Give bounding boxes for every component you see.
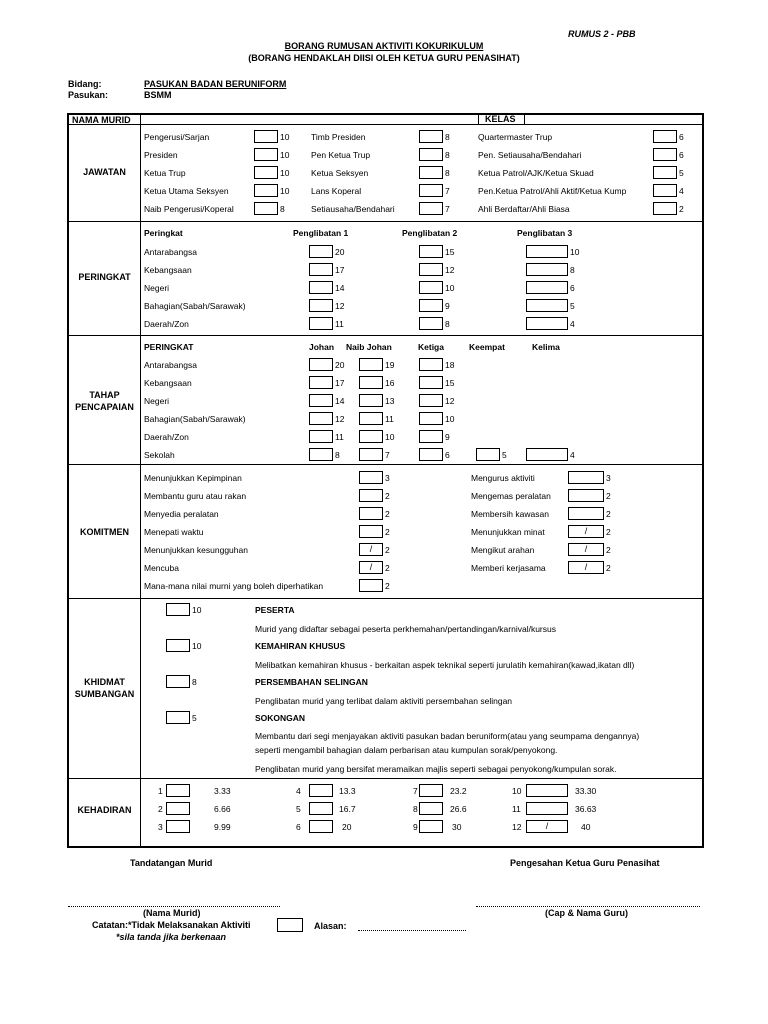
naib-johan-score: 19 <box>385 360 395 370</box>
khidmat-checkbox[interactable] <box>166 639 190 652</box>
jawatan-section-label: JAWATAN <box>83 167 126 177</box>
komitmen-checkbox[interactable] <box>359 507 383 520</box>
komitmen-item-label: Membantu guru atau rakan <box>144 491 247 501</box>
penglibatan-2-score: 15 <box>445 247 455 257</box>
jawatan-score: 10 <box>280 132 290 142</box>
peringkat-row-label: Kebangsaan <box>144 265 192 275</box>
komitmen-item-label: Mengikut arahan <box>471 545 535 555</box>
jawatan-label: Ketua Utama Seksyen <box>144 186 229 196</box>
penglibatan-3-checkbox[interactable] <box>526 317 568 330</box>
penglibatan-2-head: Penglibatan 2 <box>402 228 458 238</box>
keempat-checkbox[interactable] <box>476 448 500 461</box>
kehadiran-value: 6.66 <box>214 804 231 814</box>
naib-johan-head: Naib Johan <box>346 342 392 352</box>
nama-murid-caption: (Nama Murid) <box>143 908 201 918</box>
khidmat-desc: Penglibatan murid yang bersifat meramaikan majlis seperti sebagai penyokong/kumpulan sorak. <box>255 764 617 774</box>
johan-head: Johan <box>309 342 335 352</box>
keempat-score: 5 <box>502 450 507 460</box>
johan-checkbox[interactable] <box>309 394 333 407</box>
jawatan-label: Setiausaha/Bendahari <box>311 204 395 214</box>
jawatan-score: 10 <box>280 186 290 196</box>
kehadiran-num: 4 <box>296 786 301 796</box>
tahap-row-label: Antarabangsa <box>144 360 197 370</box>
kehadiran-value: 3.33 <box>214 786 231 796</box>
jawatan-checkbox[interactable] <box>653 166 677 179</box>
komitmen-score: 2 <box>385 581 390 591</box>
komitmen-checkbox[interactable]: / <box>359 543 383 556</box>
komitmen-checkbox[interactable] <box>359 489 383 502</box>
pencapaian-section-label: PENCAPAIAN <box>75 402 134 412</box>
penglibatan-3-score: 8 <box>570 265 575 275</box>
jawatan-checkbox[interactable] <box>254 166 278 179</box>
komitmen-item-label: Menepati waktu <box>144 527 204 537</box>
penglibatan-3-score: 4 <box>570 319 575 329</box>
penglibatan-1-checkbox[interactable] <box>309 245 333 258</box>
bidang-value: PASUKAN BADAN BERUNIFORM <box>144 79 287 89</box>
form-title: BORANG RUMUSAN AKTIVITI KOKURIKULUM <box>284 41 484 51</box>
kehadiran-checkbox[interactable] <box>419 784 443 797</box>
penglibatan-1-score: 12 <box>335 301 345 311</box>
penglibatan-1-score: 17 <box>335 265 345 275</box>
alasan-input[interactable] <box>358 930 466 931</box>
kehadiran-num: 12 <box>512 822 522 832</box>
penglibatan-1-score: 14 <box>335 283 345 293</box>
penglibatan-2-score: 9 <box>445 301 450 311</box>
jawatan-label: Presiden <box>144 150 178 160</box>
khidmat-score: 5 <box>192 713 197 723</box>
form-code: RUMUS 2 - PBB <box>568 29 636 39</box>
jawatan-label: Ketua Seksyen <box>311 168 369 178</box>
penglibatan-1-checkbox[interactable] <box>309 263 333 276</box>
penglibatan-1-head: Penglibatan 1 <box>293 228 349 238</box>
tahap-head: PERINGKAT <box>144 342 194 352</box>
komitmen-checkbox[interactable]: / <box>568 561 604 574</box>
penglibatan-1-checkbox[interactable] <box>309 299 333 312</box>
jawatan-checkbox[interactable] <box>254 148 278 161</box>
johan-score: 17 <box>335 378 345 388</box>
jawatan-score: 2 <box>679 204 684 214</box>
penglibatan-2-score: 12 <box>445 265 455 275</box>
ketiga-checkbox[interactable] <box>419 376 443 389</box>
johan-checkbox[interactable] <box>309 412 333 425</box>
khidmat-checkbox[interactable] <box>166 711 190 724</box>
tahap-row-label: Negeri <box>144 396 170 406</box>
komitmen-score: 2 <box>606 527 611 537</box>
penglibatan-1-checkbox[interactable] <box>309 317 333 330</box>
jawatan-checkbox[interactable] <box>419 166 443 179</box>
jawatan-score: 5 <box>679 168 684 178</box>
jawatan-label: Timb Presiden <box>311 132 366 142</box>
johan-score: 11 <box>335 432 344 442</box>
komitmen-checkbox[interactable] <box>568 471 604 484</box>
komitmen-checkbox[interactable]: / <box>568 525 604 538</box>
sumbangan-section-label: SUMBANGAN <box>74 689 135 699</box>
tahap-row-label: Kebangsaan <box>144 378 192 388</box>
khidmat-desc: Melibatkan kemahiran khusus - berkaitan aspek teknikal seperti jurulatih kemahiran(kawad,ikatan dll) <box>255 660 635 670</box>
jawatan-label: Pen Ketua Trup <box>311 150 371 160</box>
naib-johan-score: 13 <box>385 396 395 406</box>
khidmat-score: 10 <box>192 641 202 651</box>
jawatan-checkbox[interactable] <box>254 202 278 215</box>
penglibatan-3-score: 5 <box>570 301 575 311</box>
form-subtitle: (BORANG HENDAKLAH DIISI OLEH KETUA GURU PENASIHAT) <box>248 53 520 63</box>
penglibatan-2-checkbox[interactable] <box>419 299 443 312</box>
jawatan-checkbox[interactable] <box>653 148 677 161</box>
jawatan-checkbox[interactable] <box>653 130 677 143</box>
naib-johan-checkbox[interactable] <box>359 376 383 389</box>
ketiga-checkbox[interactable] <box>419 394 443 407</box>
johan-score: 14 <box>335 396 345 406</box>
kehadiran-value: 30 <box>452 822 462 832</box>
kehadiran-num: 6 <box>296 822 301 832</box>
kehadiran-value: 26.6 <box>450 804 467 814</box>
komitmen-score: 2 <box>385 527 390 537</box>
jawatan-checkbox[interactable] <box>653 184 677 197</box>
ketiga-checkbox[interactable] <box>419 412 443 425</box>
jawatan-score: 7 <box>445 204 450 214</box>
penglibatan-3-score: 6 <box>570 283 575 293</box>
naib-johan-score: 16 <box>385 378 395 388</box>
khidmat-checkbox[interactable] <box>166 675 190 688</box>
peringkat-head: Peringkat <box>144 228 183 238</box>
ketiga-head: Ketiga <box>418 342 444 352</box>
tahap-row-label: Sekolah <box>144 450 175 460</box>
kehadiran-num: 10 <box>512 786 522 796</box>
jawatan-score: 7 <box>445 186 450 196</box>
penglibatan-1-score: 11 <box>335 319 344 329</box>
penglibatan-3-checkbox[interactable] <box>526 263 568 276</box>
pengesahan-guru-label: Pengesahan Ketua Guru Penasihat <box>510 858 660 868</box>
ketiga-score: 9 <box>445 432 450 442</box>
kehadiran-checkbox[interactable] <box>309 802 333 815</box>
khidmat-desc: Penglibatan murid yang terlibat dalam aktiviti persembahan selingan <box>255 696 513 706</box>
penglibatan-3-checkbox[interactable] <box>526 281 568 294</box>
naib-johan-checkbox[interactable] <box>359 358 383 371</box>
signature-line-murid[interactable] <box>68 906 280 907</box>
kehadiran-value: 20 <box>342 822 352 832</box>
kehadiran-value: 13.3 <box>339 786 356 796</box>
kehadiran-checkbox[interactable] <box>526 802 568 815</box>
komitmen-checkbox[interactable] <box>568 489 604 502</box>
jawatan-checkbox[interactable] <box>419 202 443 215</box>
khidmat-score: 10 <box>192 605 202 615</box>
jawatan-label: Naib Pengerusi/Koperal <box>144 204 234 214</box>
komitmen-score: 2 <box>385 563 390 573</box>
kehadiran-checkbox[interactable] <box>526 784 568 797</box>
komitmen-item-label: Menunjukkan Kepimpinan <box>144 473 242 483</box>
khidmat-score: 8 <box>192 677 197 687</box>
tandatangan-murid-label: Tandatangan Murid <box>130 858 213 868</box>
kehadiran-num: 8 <box>413 804 418 814</box>
khidmat-title: KEMAHIRAN KHUSUS <box>255 641 346 651</box>
komitmen-item-label: Membersih kawasan <box>471 509 549 519</box>
ketiga-score: 18 <box>445 360 455 370</box>
kehadiran-checkbox[interactable] <box>309 784 333 797</box>
naib-johan-checkbox[interactable] <box>359 394 383 407</box>
komitmen-item-label: Mengemas peralatan <box>471 491 551 501</box>
komitmen-item-label: Mengurus aktiviti <box>471 473 535 483</box>
jawatan-score: 8 <box>280 204 285 214</box>
jawatan-checkbox[interactable] <box>419 184 443 197</box>
komitmen-score: 2 <box>606 491 611 501</box>
kehadiran-value: 23.2 <box>450 786 467 796</box>
jawatan-checkbox[interactable] <box>419 148 443 161</box>
komitmen-score: 3 <box>606 473 611 483</box>
ketiga-checkbox[interactable] <box>419 358 443 371</box>
jawatan-label: Pen. Setiausaha/Bendahari <box>478 150 582 160</box>
jawatan-score: 6 <box>679 150 684 160</box>
khidmat-title: SOKONGAN <box>255 713 306 723</box>
jawatan-label: Quartermaster Trup <box>478 132 553 142</box>
pasukan-value: BSMM <box>144 90 172 100</box>
kehadiran-num: 9 <box>413 822 418 832</box>
peringkat-row-label: Negeri <box>144 283 170 293</box>
naib-johan-score: 11 <box>385 414 394 424</box>
kehadiran-checkbox[interactable] <box>166 802 190 815</box>
kehadiran-num: 3 <box>158 822 163 832</box>
jawatan-score: 8 <box>445 132 450 142</box>
peringkat-row-label: Daerah/Zon <box>144 319 189 329</box>
penglibatan-3-head: Penglibatan 3 <box>517 228 573 238</box>
jawatan-score: 6 <box>679 132 684 142</box>
ketiga-score: 6 <box>445 450 450 460</box>
peringkat-section-label: PERINGKAT <box>78 272 131 282</box>
khidmat-section-label: KHIDMAT <box>84 677 125 687</box>
nama-murid-field[interactable] <box>142 114 476 124</box>
kehadiran-checkbox[interactable] <box>166 784 190 797</box>
penglibatan-2-checkbox[interactable] <box>419 263 443 276</box>
catatan-label: Catatan:*Tidak Melaksanakan Aktiviti <box>92 920 251 930</box>
kelima-checkbox[interactable] <box>526 448 568 461</box>
jawatan-score: 8 <box>445 150 450 160</box>
pasukan-label: Pasukan: <box>68 90 109 100</box>
jawatan-label: Pengerusi/Sarjan <box>144 132 210 142</box>
kelima-head: Kelima <box>532 342 560 352</box>
khidmat-desc: Membantu dari segi menjayakan aktiviti pasukan badan beruniform(atau yang seumpama dengannya) <box>255 731 640 741</box>
naib-johan-checkbox[interactable] <box>359 448 383 461</box>
kehadiran-num: 5 <box>296 804 301 814</box>
johan-score: 20 <box>335 360 345 370</box>
kehadiran-checkbox[interactable]: / <box>526 820 568 833</box>
sila-tanda-note: *sila tanda jika berkenaan <box>116 932 227 942</box>
ketiga-checkbox[interactable] <box>419 430 443 443</box>
kehadiran-value: 9.99 <box>214 822 231 832</box>
komitmen-score: 3 <box>385 473 390 483</box>
komitmen-score: 2 <box>385 491 390 501</box>
komitmen-checkbox[interactable]: / <box>359 561 383 574</box>
jawatan-score: 10 <box>280 168 290 178</box>
jawatan-checkbox[interactable] <box>254 184 278 197</box>
penglibatan-3-checkbox[interactable] <box>526 245 568 258</box>
peringkat-row-label: Bahagian(Sabah/Sarawak) <box>144 301 246 311</box>
jawatan-score: 4 <box>679 186 684 196</box>
komitmen-item-label: Menunjukkan kesungguhan <box>144 545 248 555</box>
jawatan-score: 8 <box>445 168 450 178</box>
komitmen-score: 2 <box>385 509 390 519</box>
kehadiran-num: 1 <box>158 786 163 796</box>
signature-line-guru[interactable] <box>476 906 700 907</box>
komitmen-checkbox[interactable]: / <box>568 543 604 556</box>
johan-score: 8 <box>335 450 340 460</box>
komitmen-checkbox[interactable] <box>568 507 604 520</box>
khidmat-desc: Murid yang didaftar sebagai peserta perkhemahan/pertandingan/karnival/kursus <box>255 624 556 634</box>
naib-johan-checkbox[interactable] <box>359 430 383 443</box>
naib-johan-checkbox[interactable] <box>359 412 383 425</box>
komitmen-item-label: Memberi kerjasama <box>471 563 546 573</box>
johan-checkbox[interactable] <box>309 358 333 371</box>
kehadiran-checkbox[interactable] <box>419 820 443 833</box>
kehadiran-num: 2 <box>158 804 163 814</box>
penglibatan-3-checkbox[interactable] <box>526 299 568 312</box>
naib-johan-score: 7 <box>385 450 390 460</box>
tahap-row-label: Bahagian(Sabah/Sarawak) <box>144 414 246 424</box>
jawatan-label: Ahli Berdaftar/Ahli Biasa <box>478 204 570 214</box>
jawatan-label: Ketua Patrol/AJK/Ketua Skuad <box>478 168 594 178</box>
tahap-section-label: TAHAP <box>89 390 120 400</box>
komitmen-item-label: Mencuba <box>144 563 179 573</box>
ketiga-checkbox[interactable] <box>419 448 443 461</box>
penglibatan-2-checkbox[interactable] <box>419 281 443 294</box>
ketiga-score: 15 <box>445 378 455 388</box>
kelas-field[interactable] <box>526 114 700 124</box>
penglibatan-2-score: 10 <box>445 283 455 293</box>
komitmen-checkbox[interactable] <box>359 471 383 484</box>
komitmen-section-label: KOMITMEN <box>80 527 129 537</box>
bidang-label: Bidang: <box>68 79 102 89</box>
khidmat-desc: seperti mengambil bahagian dalam perbarisan atau kumpulan sorak/penyokong. <box>255 745 558 755</box>
khidmat-title: PESERTA <box>255 605 295 615</box>
jawatan-checkbox[interactable] <box>653 202 677 215</box>
kehadiran-num: 11 <box>512 804 521 814</box>
jawatan-checkbox[interactable] <box>254 130 278 143</box>
keempat-head: Keempat <box>469 342 505 352</box>
komitmen-checkbox[interactable] <box>359 525 383 538</box>
kehadiran-value: 16.7 <box>339 804 356 814</box>
komitmen-score: 2 <box>606 509 611 519</box>
komitmen-score: 2 <box>385 545 390 555</box>
komitmen-item-label: Mana-mana nilai murni yang boleh diperhatikan <box>144 581 324 591</box>
kelas-header: KELAS <box>485 114 516 124</box>
tidak-melaksanakan-checkbox[interactable] <box>277 918 303 932</box>
kehadiran-num: 7 <box>413 786 418 796</box>
penglibatan-3-score: 10 <box>570 247 580 257</box>
tahap-row-label: Daerah/Zon <box>144 432 189 442</box>
johan-checkbox[interactable] <box>309 448 333 461</box>
jawatan-checkbox[interactable] <box>419 130 443 143</box>
nama-murid-header: NAMA MURID <box>72 115 131 125</box>
kehadiran-value: 36.63 <box>575 804 597 814</box>
jawatan-label: Pen.Ketua Patrol/Ahli Aktif/Ketua Kump <box>478 186 627 196</box>
jawatan-score: 10 <box>280 150 290 160</box>
penglibatan-1-checkbox[interactable] <box>309 281 333 294</box>
kehadiran-checkbox[interactable] <box>419 802 443 815</box>
komitmen-item-label: Menunjukkan minat <box>471 527 545 537</box>
kehadiran-checkbox[interactable] <box>309 820 333 833</box>
penglibatan-2-checkbox[interactable] <box>419 317 443 330</box>
kehadiran-checkbox[interactable] <box>166 820 190 833</box>
ketiga-score: 12 <box>445 396 455 406</box>
komitmen-score: 2 <box>606 545 611 555</box>
johan-score: 12 <box>335 414 345 424</box>
kehadiran-value: 40 <box>581 822 591 832</box>
komitmen-score: 2 <box>606 563 611 573</box>
peringkat-row-label: Antarabangsa <box>144 247 197 257</box>
khidmat-title: PERSEMBAHAN SELINGAN <box>255 677 368 687</box>
komitmen-item-label: Menyedia peralatan <box>144 509 219 519</box>
alasan-label: Alasan: <box>314 921 347 931</box>
penglibatan-2-checkbox[interactable] <box>419 245 443 258</box>
jawatan-label: Ketua Trup <box>144 168 186 178</box>
kehadiran-value: 33.30 <box>575 786 597 796</box>
cap-nama-guru-caption: (Cap & Nama Guru) <box>545 908 629 918</box>
johan-checkbox[interactable] <box>309 376 333 389</box>
khidmat-checkbox[interactable] <box>166 603 190 616</box>
kelima-score: 4 <box>570 450 575 460</box>
jawatan-label: Lans Koperal <box>311 186 362 196</box>
penglibatan-2-score: 8 <box>445 319 450 329</box>
komitmen-checkbox[interactable] <box>359 579 383 592</box>
ketiga-score: 10 <box>445 414 455 424</box>
johan-checkbox[interactable] <box>309 430 333 443</box>
penglibatan-1-score: 20 <box>335 247 345 257</box>
kehadiran-section-label: KEHADIRAN <box>77 805 132 815</box>
naib-johan-score: 10 <box>385 432 395 442</box>
